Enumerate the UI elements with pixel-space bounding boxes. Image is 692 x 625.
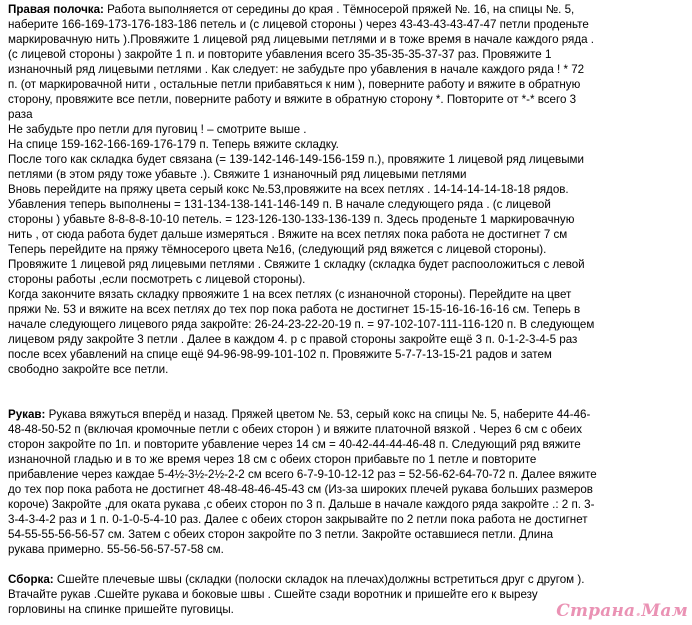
section-sleeve [8, 407, 688, 557]
blank-line [8, 377, 688, 392]
section-heading: Сборка: [8, 573, 54, 586]
paragraph-line: маркировачную нить ).Провяжите 1 лицевой ряд лицевыми петлями и в тоже время в начале каждого ряда . [8, 33, 594, 46]
blank-line [8, 557, 688, 572]
watermark-word-2: Мам [641, 601, 688, 621]
paragraph-line: горловины на спинке пришейте пуговицы. [8, 603, 234, 616]
paragraph-line: короче) Закройте ,для оката рукава ,с обеих сторон по 3 п. Дальше в начале каждого ряда закройте .: 2 п. 3- [8, 498, 595, 511]
paragraph-line [8, 2, 688, 17]
paragraph-line: (с лицевой стороны ) закройте 1 п. и повторите убавления всего 35-35-35-35-37-37 раз. Провяжите 1 [8, 48, 552, 61]
paragraph-line: Вновь перейдите на пряжу цвета серый кокс №.53,провяжите на всех петлях . 14-14-14-14-18-18 рядов. [8, 183, 569, 196]
paragraph-line: Теперь перейдите на пряжу тёмносерого цвета №16, (следующий ряд вяжется с лицевой стороны). [8, 243, 547, 256]
site-watermark-logo [556, 601, 688, 621]
paragraph-line: до тех пор пока работа не достигнет 48-48-48-46-45-43 см (Из-за широких плечей рукава больших размеров [8, 483, 593, 496]
section-heading: Правая полочка: [8, 3, 104, 16]
paragraph-line: после всех убавлений на спице ещё 94-96-98-99-101-102 п. Провяжите 5-7-7-13-15-21 радов и затем [8, 348, 552, 361]
paragraph-line: изнаночной гладью и в то же время через 18 см с обеих сторон прибавьте по 1 петле и повторите [8, 453, 537, 466]
knitting-instructions-document [8, 2, 688, 617]
paragraph-line: петлями (в этом ряду тоже убавьте .). Свяжите 1 изнаночный ряд лицевыми петлями [8, 168, 467, 181]
paragraph-line [8, 572, 688, 587]
text-line: Рукава вяжуться вперёд и назад. Пряжей цветом №. 53, серый кокс на спицы №. 5, наберите 44-46- [48, 408, 591, 421]
paragraph-line: сторону, провяжите все петли, поверните работу и вяжите в обратную сторону *. Повторите от *-* всего 3 [8, 93, 577, 106]
paragraph-line: нить , от сюда работа будет дальше измеряться . Вяжите на всех петлях пока работа не достигнет 7 см [8, 228, 568, 241]
paragraph-line [8, 407, 688, 422]
paragraph-line: лицевом ряду закройте 3 петли . Далее в каждом 4. р с правой стороны закройте ещё 3 п. 0-1-2-3-4-5 раз [8, 333, 578, 346]
watermark-word-1: Страна [556, 601, 636, 621]
paragraph-line: пряжи №. 53 и вяжите на всех петлях до тех пор пока работа не достигнет 15-15-16-16-16-16 см. Теперь в [8, 303, 581, 316]
paragraph-line: стороны работы ,если посмотреть с лицевой стороны). [8, 273, 306, 286]
blank-line [8, 392, 688, 407]
paragraph-line: На спице 159-162-166-169-176-179 п. Теперь вяжите складку. [8, 138, 339, 151]
paragraph-line: прибавление через каждае 5-4½-3½-2½-2-2 см всего 6-7-9-10-12-12 раз = 52-56-62-64-70-72 п. Далее вяжите [8, 468, 597, 481]
paragraph-line: рукава примерно. 55-56-56-57-57-58 см. [8, 543, 224, 556]
text-line: Сшейте плечевые швы (складки (полоски складок на плечах)должны встретиться друг с другом ). [56, 573, 585, 586]
paragraph-line: Не забудьте про петли для пуговиц ! – смотрите выше . [8, 123, 307, 136]
paragraph-line: Убавления теперь выполнены = 131-134-138-141-146-149 п. В начале следующего ряда . (с лицевой [8, 198, 551, 211]
watermark-dot-icon: . [635, 601, 642, 621]
paragraph-line: 54-55-55-56-56-57 см. Затем с обеих сторон закройте по 3 петли. Закройте оставшиеся петли. Длина [8, 528, 554, 541]
section-heading: Рукав: [8, 408, 46, 421]
paragraph-line: Провяжите 1 лицевой ряд лицевыми петлями . Свяжите 1 складку (складка будет распооложиться с левой [8, 258, 585, 271]
paragraph-line: наберите 166-169-173-176-183-186 петель и (с лицевой стороны ) через 43-43-43-43-47-47 петли проденьте [8, 18, 589, 31]
paragraph-line: раза [8, 108, 33, 121]
paragraph-line: стороны ) убавьте 8-8-8-8-10-10 петель. = 123-126-130-133-136-139 п. Здесь проденьте 1 маркировачную [8, 213, 575, 226]
section-right-front [8, 2, 688, 377]
paragraph-line: начале следующего лицевого ряда закройте: 26-24-23-22-20-19 п. = 97-102-107-111-116-120 п. В следующем [8, 318, 595, 331]
paragraph-line: Когда закончите вязать складку првояжите 1 на всех петлях (с изнаночной стороны). Перейдите на цвет [8, 288, 572, 301]
text-line: Работа выполняется от середины до края . Тёмносерой пряжей №. 16, на спицы №. 5, [107, 3, 575, 16]
paragraph-line: 3-4-3-4-2 раз и 1 п. 0-1-0-5-4-10 раз. Далее с обеих сторон закрывайте по 2 петли пока работа не достигнет [8, 513, 588, 526]
paragraph-line: сторон закройте по 1п. и повторите убавление через 14 см = 40-42-44-44-46-48 п. Следующий ряд вяжите [8, 438, 581, 451]
paragraph-line: После того как складка будет связана (= 139-142-146-149-156-159 п.), провяжите 1 лицевой ряд лицевыми [8, 153, 584, 166]
paragraph-line: изнаночный ряд лицевыми петлями . Как следует: не забудьте про убавления в начале каждого ряда ! * 72 [8, 63, 585, 76]
paragraph-line: Втачайте рукав .Сшейте рукава и боковые швы . Сшейте сзади воротник и пришейте его к вырезу [8, 588, 538, 601]
paragraph-line: п. (от маркировачной нити , остальные петли прибавяться к ним ), поверните работу и вяжите в обратную [8, 78, 581, 91]
paragraph-line: свободно закройте все петли. [8, 363, 169, 376]
paragraph-line: 48-48-50-52 п (включая кромочные петли с обеих сторон ) и вяжите платочной вязкой . Через 6 см с обеих [8, 423, 583, 436]
